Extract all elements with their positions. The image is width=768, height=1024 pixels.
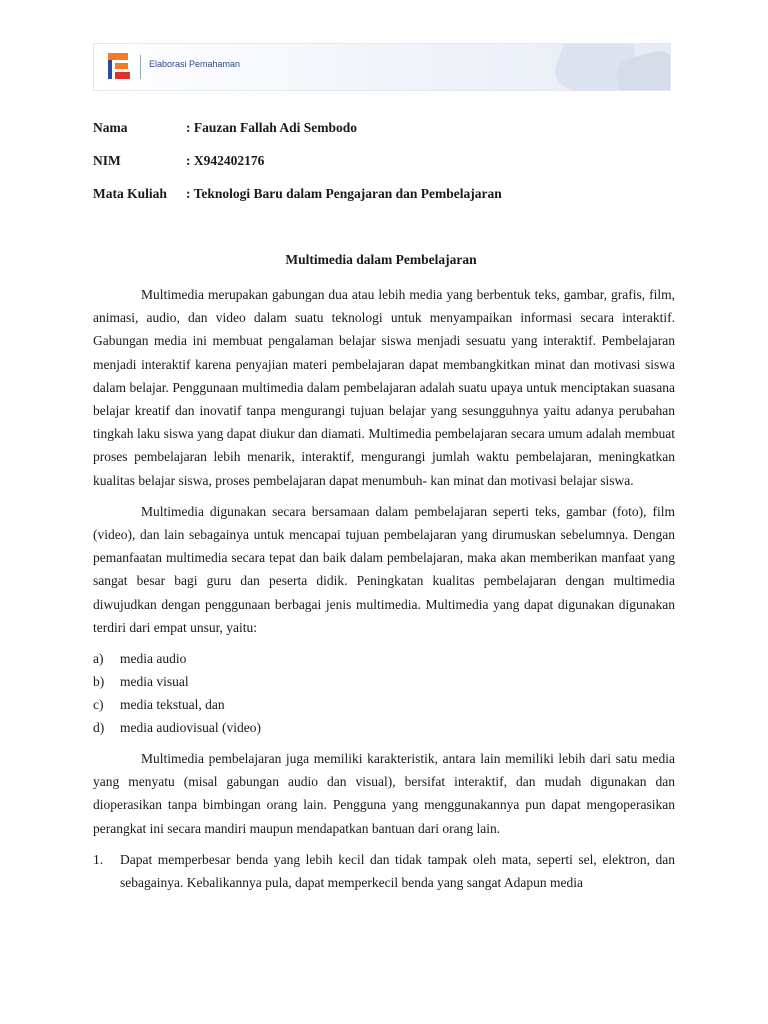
paragraph: Multimedia pembelajaran juga memiliki karakteristik, antara lain memiliki lebih dari satu media yang menyatu (misal gabungan audio dan visual), bersifat interaktif, dan mudah digunakan dan dioperasikan tanpa bimbingan orang lain. Pengguna yang menggunakannya pun dapat mengoperasikan perangkat ini secara mandiri maupun mendapatkan bantuan dari orang lain. — [93, 751, 675, 836]
student-info — [93, 120, 502, 219]
banner-divider — [140, 55, 141, 79]
elaborasi-logo-icon — [108, 53, 130, 79]
list-item — [93, 848, 675, 894]
list-marker: c) — [93, 697, 104, 713]
list-marker: b) — [93, 674, 105, 690]
list-marker: a) — [93, 651, 104, 667]
list-item — [93, 716, 675, 739]
list-item — [93, 670, 675, 693]
list-text: media visual — [120, 674, 189, 690]
list-marker: 1. — [93, 851, 104, 867]
list-marker: d) — [93, 720, 105, 736]
info-label: Nama — [93, 120, 128, 135]
list-item — [93, 647, 675, 670]
info-row-nim — [93, 153, 502, 186]
list-text: media audiovisual (video) — [120, 720, 261, 736]
numbered-list — [93, 848, 675, 894]
list-text: media tekstual, dan — [120, 697, 225, 713]
document-title: Multimedia dalam Pembelajaran — [285, 252, 477, 267]
info-label: Mata Kuliah — [93, 186, 167, 201]
info-value: : X942402176 — [186, 153, 265, 168]
info-value: : Fauzan Fallah Adi Sembodo — [186, 120, 358, 135]
info-label: NIM — [93, 153, 121, 168]
list-text: Dapat memperbesar benda yang lebih kecil dan tidak tampak oleh mata, seperti sel, elektron, dan sebagainya. Kebalikannya pula, dapat memperkecil benda yang sangat Adapun media — [120, 851, 675, 891]
document-body — [93, 283, 675, 894]
unsur-list — [93, 647, 675, 739]
info-row-name — [93, 120, 502, 153]
paragraph: Multimedia merupakan gabungan dua atau lebih media yang berbentuk teks, gambar, grafis, film, animasi, audio, dan video dalam suatu teknologi untuk menyampaikan informasi secara interaktif. Gabungan media ini membuat pengalaman belajar siswa menjadi sesuatu yang interaktif. Pembelajaran menjadi interaktif karena penyajian materi pembelajaran dapat membangkitkan minat dan motivasi siswa dalam belajar. Penggunaan multimedia dalam pembelajaran adalah suatu upaya untuk menciptakan suasana belajar kreatif dan inovatif tanpa mengurangi tujuan belajar yang sesungguhnya yaitu adanya perubahan tingkah laku siswa yang dapat diukur dan diamati. Multimedia pembelajaran secara umum adalah membuat proses pembelajaran lebih menarik, interaktif, mengurangi jumlah waktu pembelajaran, meningkatkan kualitas belajar siswa, proses pembelajaran dapat menumbuh- kan minat dan motivasi belajar siswa. — [93, 287, 675, 488]
list-text: media audio — [120, 651, 187, 667]
header-banner — [93, 43, 671, 91]
paragraph: Multimedia digunakan secara bersamaan dalam pembelajaran seperti teks, gambar (foto), film (video), dan lain sebagainya untuk mencapai tujuan pembelajaran yang dirumuskan sebelumnya. Dengan pemanfaatan multimedia secara tepat dan baik dalam pembelajaran, maka akan memberikan manfaat yang sangat besar bagi guru dan peserta didik. Peningkatan kualitas pembelajaran dengan multimedia diwujudkan dengan penggunaan berbagai jenis multimedia. Multimedia yang dapat digunakan digunakan terdiri dari empat unsur, yaitu: — [93, 503, 675, 635]
info-row-course — [93, 186, 502, 219]
info-value: : Teknologi Baru dalam Pengajaran dan Pembelajaran — [186, 186, 502, 201]
list-item — [93, 693, 675, 716]
banner-label: Elaborasi Pemahaman — [149, 59, 241, 69]
